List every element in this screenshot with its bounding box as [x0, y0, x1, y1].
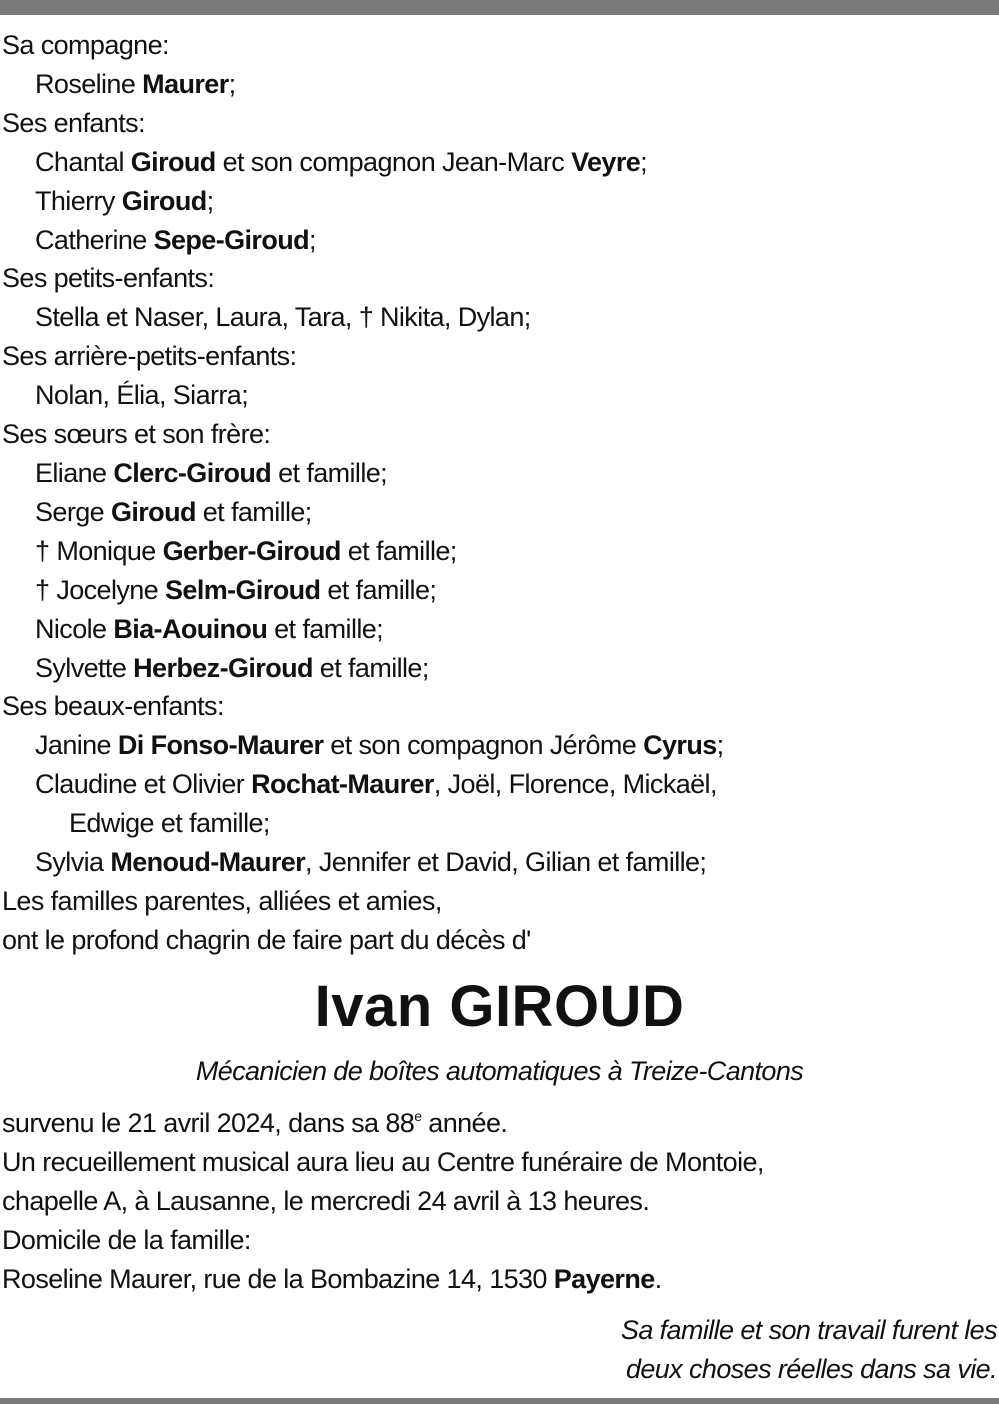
sibling-line: Sylvette Herbez-Giroud et famille; [35, 652, 429, 683]
address-line: Roseline Maurer, rue de la Bombazine 14, 1530 Payerne. [2, 1263, 662, 1294]
greatgrandchildren-heading: Ses arrière-petits-enfants: [2, 341, 297, 372]
bottom-rule [0, 1398, 999, 1404]
child-line: Catherine Sepe-Giroud; [35, 224, 316, 255]
death-line: survenu le 21 avril 2024, dans sa 88e année. [2, 1107, 508, 1138]
greatgrandchildren-line: Nolan, Élia, Siarra; [35, 380, 249, 411]
ceremony-line: chapelle A, à Lausanne, le mercredi 24 avril à 13 heures. [2, 1185, 650, 1216]
stepchild-line: Sylvia Menoud-Maurer, Jennifer et David, Gilian et famille; [35, 847, 707, 878]
top-rule [0, 0, 999, 15]
closing-line: ont le profond chagrin de faire part du décès d' [2, 924, 531, 955]
children-heading: Ses enfants: [2, 107, 145, 138]
child-line: Thierry Giroud; [35, 185, 214, 216]
companion-heading: Sa compagne: [2, 30, 169, 60]
closing-quote [621, 1311, 997, 1389]
sibling-line: † Monique Gerber-Giroud et famille; [35, 535, 457, 566]
stepchild-line: Janine Di Fonso-Maurer et son compagnon Jérôme Cyrus; [35, 730, 724, 761]
sibling-line: Serge Giroud et famille; [35, 496, 312, 527]
domicile-heading: Domicile de la famille: [2, 1224, 251, 1255]
deceased-name: Ivan GIROUD [314, 974, 685, 1039]
ceremony-line: Un recueillement musical aura lieu au Centre funéraire de Montoie, [2, 1146, 764, 1177]
stepchild-line-continued: Edwige et famille; [69, 808, 270, 839]
stepchild-line: Claudine et Olivier Rochat-Maurer, Joël, Florence, Mickaël, [35, 769, 717, 800]
siblings-heading: Ses sœurs et son frère: [2, 419, 271, 450]
sibling-line: † Jocelyne Selm-Giroud et famille; [35, 574, 437, 605]
family-list [2, 26, 992, 960]
quote-line: Sa famille et son travail furent les [620, 1315, 997, 1345]
quote-line: deux choses réelles dans sa vie. [625, 1354, 997, 1384]
stepchildren-heading: Ses beaux-enfants: [2, 691, 224, 722]
sibling-line: Nicole Bia-Aouinou et famille; [35, 613, 384, 644]
grandchildren-heading: Ses petits-enfants: [2, 263, 215, 294]
deceased-profession: Mécanicien de boîtes automatiques à Treize-Cantons [195, 1056, 804, 1086]
child-line: Chantal Giroud et son compagnon Jean-Marc Veyre; [35, 146, 648, 177]
details-block [2, 1104, 992, 1299]
grandchildren-line: Stella et Naser, Laura, Tara, † Nikita, Dylan; [35, 302, 531, 333]
companion-line: Roseline Maurer; [35, 68, 236, 99]
sibling-line: Eliane Clerc-Giroud et famille; [35, 457, 388, 488]
closing-line: Les familles parentes, alliées et amies, [2, 885, 442, 916]
